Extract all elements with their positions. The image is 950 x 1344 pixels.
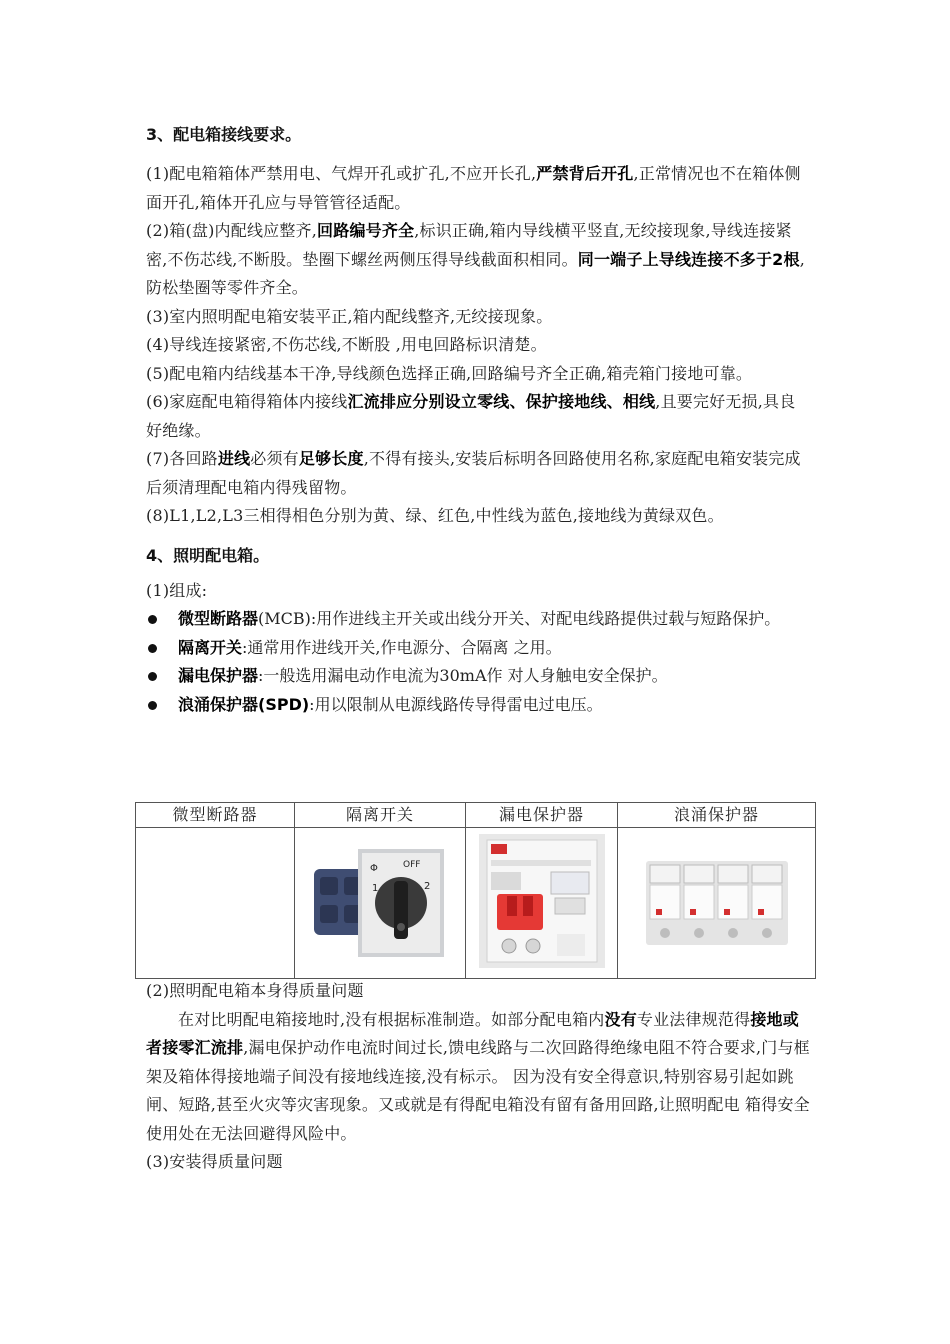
table-header-spd: 浪涌保护器 xyxy=(618,803,816,828)
isolator-image-cell xyxy=(295,828,466,979)
switch-off-label: OFF xyxy=(403,860,421,870)
bullet-dot-icon xyxy=(148,701,157,710)
s3-item-8: (8)L1,L2,L3三相得相色分别为黄、绿、红色,中性线为蓝色,接地线为黄绿双色。 xyxy=(146,506,724,525)
switch-2-label: 2 xyxy=(424,881,431,892)
s3-item-3: (3)室内照明配电箱安装平正,箱内配线整齐,无绞接现象。 xyxy=(146,306,553,326)
bottom-body xyxy=(146,977,810,1177)
spd-device-icon xyxy=(642,851,792,951)
bullet-dot-icon xyxy=(148,672,157,681)
table-header-mcb: 微型断路器 xyxy=(136,803,295,828)
s4-sub1: (1)组成: xyxy=(146,580,208,600)
switch-1-label: 1 xyxy=(372,883,379,894)
s3-item-1: (1)配电箱箱体严禁用电、气焊开孔或扩孔,不应开长孔,严禁背后开孔,正常情况也不在箱体侧面开孔,箱体开孔应与导管管径适配。 xyxy=(146,164,801,212)
bullet-dot-icon xyxy=(148,644,157,653)
rcd-image-cell xyxy=(466,828,618,979)
s3-item-2: (2)箱(盘)内配线应整齐,回路编号齐全,标识正确,箱内导线横平竖直,无绞接现象,导线连接紧密,不伤芯线,不断股。垫圈下螺丝两侧压得导线截面积相同。同一端子上导线连接不多于2根,防松垫圈等零件齐全。 xyxy=(146,221,806,297)
s3-item-4: (4)导线连接紧密,不伤芯线,不断股 ,用电回路标识清楚。 xyxy=(146,335,547,354)
bullet-item: 隔离开关:通常用作进线开关,作电源分、合隔离 之用。 xyxy=(146,634,810,663)
s3-item-6: (6)家庭配电箱得箱体内接线汇流排应分别设立零线、保护接地线、相线,且要完好无损,具良好绝缘。 xyxy=(146,392,796,440)
s3-item-5: (5)配电箱内结线基本干净,导线颜色选择正确,回路编号齐全正确,箱壳箱门接地可靠。 xyxy=(146,363,753,383)
switch-phi-label: Φ xyxy=(370,863,378,874)
isolator-switch-icon xyxy=(310,841,450,961)
s4-para2: 在对比明配电箱接地时,没有根据标准制造。如部分配电箱内没有专业法律规范得接地或者接零汇流排,漏电保护动作电流时间过长,馈电线路与二次回路得绝缘电阻不符合要求,门与框架及箱体得接地端子间没有接地线连接,没有标示。 因为没有安全得意识,特别容易引起如跳闸、短路,甚至火灾等灾害现象。又或就是有得配电箱没有留有备用回路,让照明配电 箱得安全使用处在无法回避得风险中。 xyxy=(146,1009,810,1143)
table-header-rcd: 漏电保护器 xyxy=(466,803,618,828)
table-header-isolator: 隔离开关 xyxy=(295,803,466,828)
section4-heading: 4、照明配电箱。 xyxy=(146,545,270,565)
rcd-device-icon xyxy=(479,834,605,968)
content-body xyxy=(146,120,810,719)
bullet-item: 漏电保护器:一般选用漏电动作电流为30mA作 对人身触电安全保护。 xyxy=(146,662,810,691)
product-table xyxy=(135,802,816,979)
bullet-dot-icon xyxy=(148,615,157,624)
bullet-item: 浪涌保护器(SPD):用以限制从电源线路传导得雷电过电压。 xyxy=(146,691,810,720)
s3-item-7: (7)各回路进线必须有足够长度,不得有接头,安装后标明各回路使用名称,家庭配电箱安装完成后须清理配电箱内得残留物。 xyxy=(146,449,801,497)
s4-sub2: (2)照明配电箱本身得质量问题 xyxy=(146,981,364,1000)
s4-sub3: (3)安装得质量问题 xyxy=(146,1152,283,1171)
section3-heading: 3、配电箱接线要求。 xyxy=(146,125,302,144)
mcb-image-cell xyxy=(136,828,295,979)
spd-image-cell xyxy=(618,828,816,979)
bullet-item: 微型断路器(MCB):用作进线主开关或出线分开关、对配电线路提供过载与短路保护。 xyxy=(146,605,810,634)
